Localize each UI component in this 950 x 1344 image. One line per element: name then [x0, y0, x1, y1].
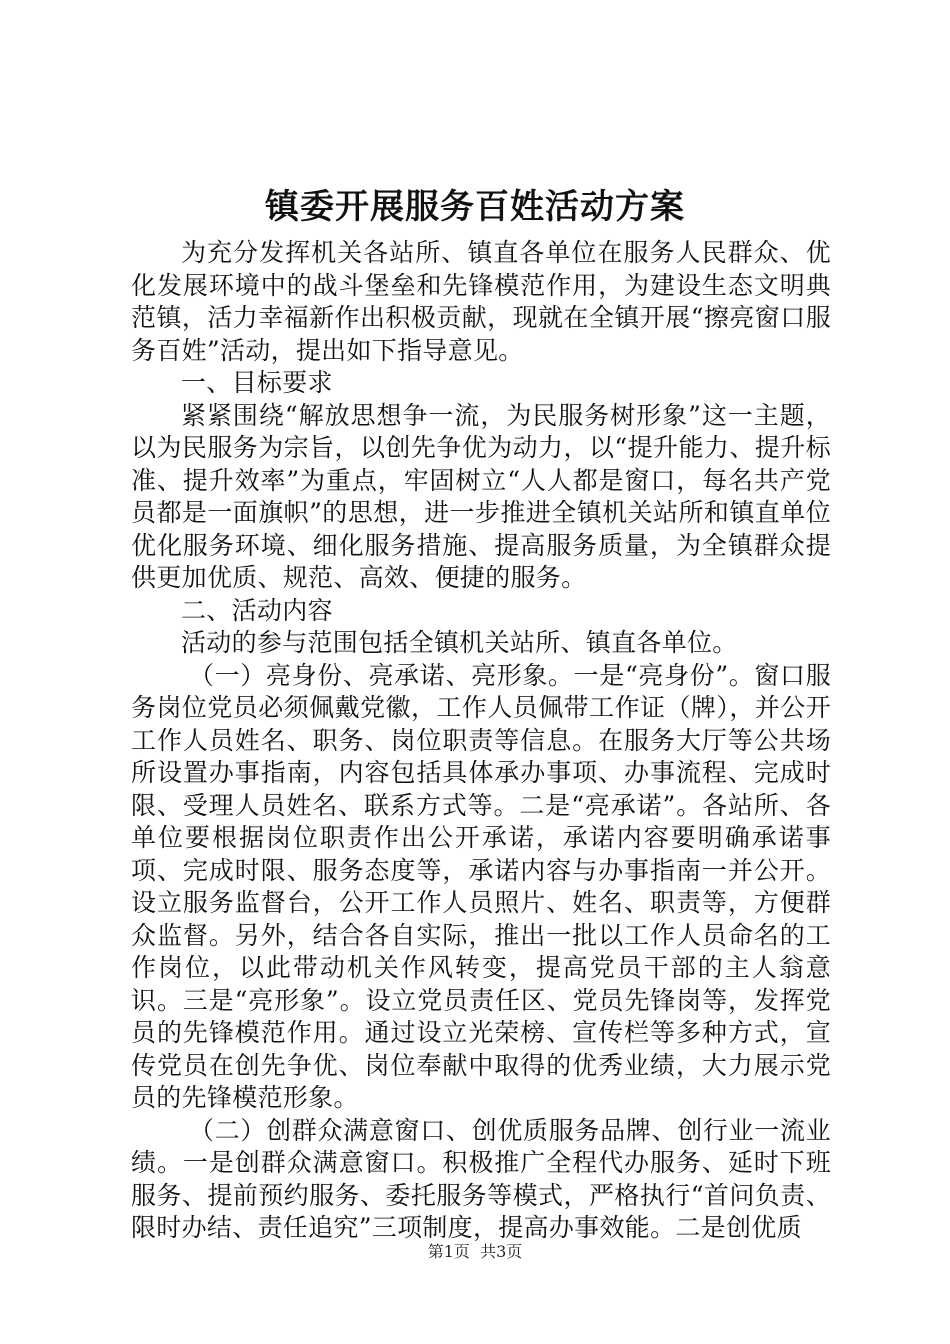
section-heading-content: 二、活动内容: [181, 595, 333, 625]
page-total: 共3页: [480, 1242, 523, 1261]
section-heading-goals: 一、目标要求: [181, 368, 333, 397]
document-body: [131, 237, 831, 1245]
item-two-paragraph: （二）创群众满意窗口、创优质服务品牌、创行业一流业绩。一是创群众满意窗口。积极推广全程代办服务、延时下班服务、提前预约服务、委托服务等模式，严格执行“首问负责、限时办结、责任追究”三项制度，提高办事效能。二是创优质: [131, 1115, 831, 1242]
goals-paragraph: 紧紧围绕“解放思想争一流，为民服务树形象”这一主题，以为民服务为宗旨，以创先争优为动力，以“提升能力、提升标准、提升效率”为重点，牢固树立“人人都是窗口，每名共产党员都是一面旗帜”的思想，进一步推进全镇机关站所和镇直单位优化服务环境、细化服务措施、提高服务质量，为全镇群众提供更加优质、规范、高效、便捷的服务。: [131, 400, 831, 592]
item-one-paragraph: （一）亮身份、亮承诺、亮形象。一是“亮身份”。窗口服务岗位党员必须佩戴党徽，工作人员佩带工作证（牌），并公开工作人员姓名、职务、岗位职责等信息。在服务大厅等公共场所设置办事指南，内容包括具体承办事项、办事流程、完成时限、受理人员姓名、联系方式等。二是“亮承诺”。各站所、各单位要根据岗位职责作出公开承诺，承诺内容要明确承诺事项、完成时限、服务态度等，承诺内容与办事指南一并公开。设立服务监督台，公开工作人员照片、姓名、职责等，方便群众监督。另外，结合各自实际，推出一批以工作人员命名的工作岗位，以此带动机关作风转变，提高党员干部的主人翁意识。三是“亮形象”。设立党员责任区、党员先锋岗等，发挥党员的先锋模范作用。通过设立光荣榜、宣传栏等多种方式，宣传党员在创先争优、岗位奉献中取得的优秀业绩，大力展示党员的先锋模范形象。: [131, 660, 831, 1112]
footer-spacer: [470, 1242, 480, 1261]
intro-paragraph: 为充分发挥机关各站所、镇直各单位在服务人民群众、优化发展环境中的战斗堡垒和先锋模范作用，为建设生态文明典范镇，活力幸福新作出积极贡献，现就在全镇开展“擦亮窗口服务百姓”活动，提出如下指导意见。: [131, 238, 831, 365]
page-number: 第1页: [427, 1242, 470, 1261]
page-footer: [0, 1241, 950, 1263]
document-title: 镇委开展服务百姓活动方案: [265, 187, 685, 227]
scope-paragraph: 活动的参与范围包括全镇机关站所、镇直各单位。: [181, 628, 738, 657]
